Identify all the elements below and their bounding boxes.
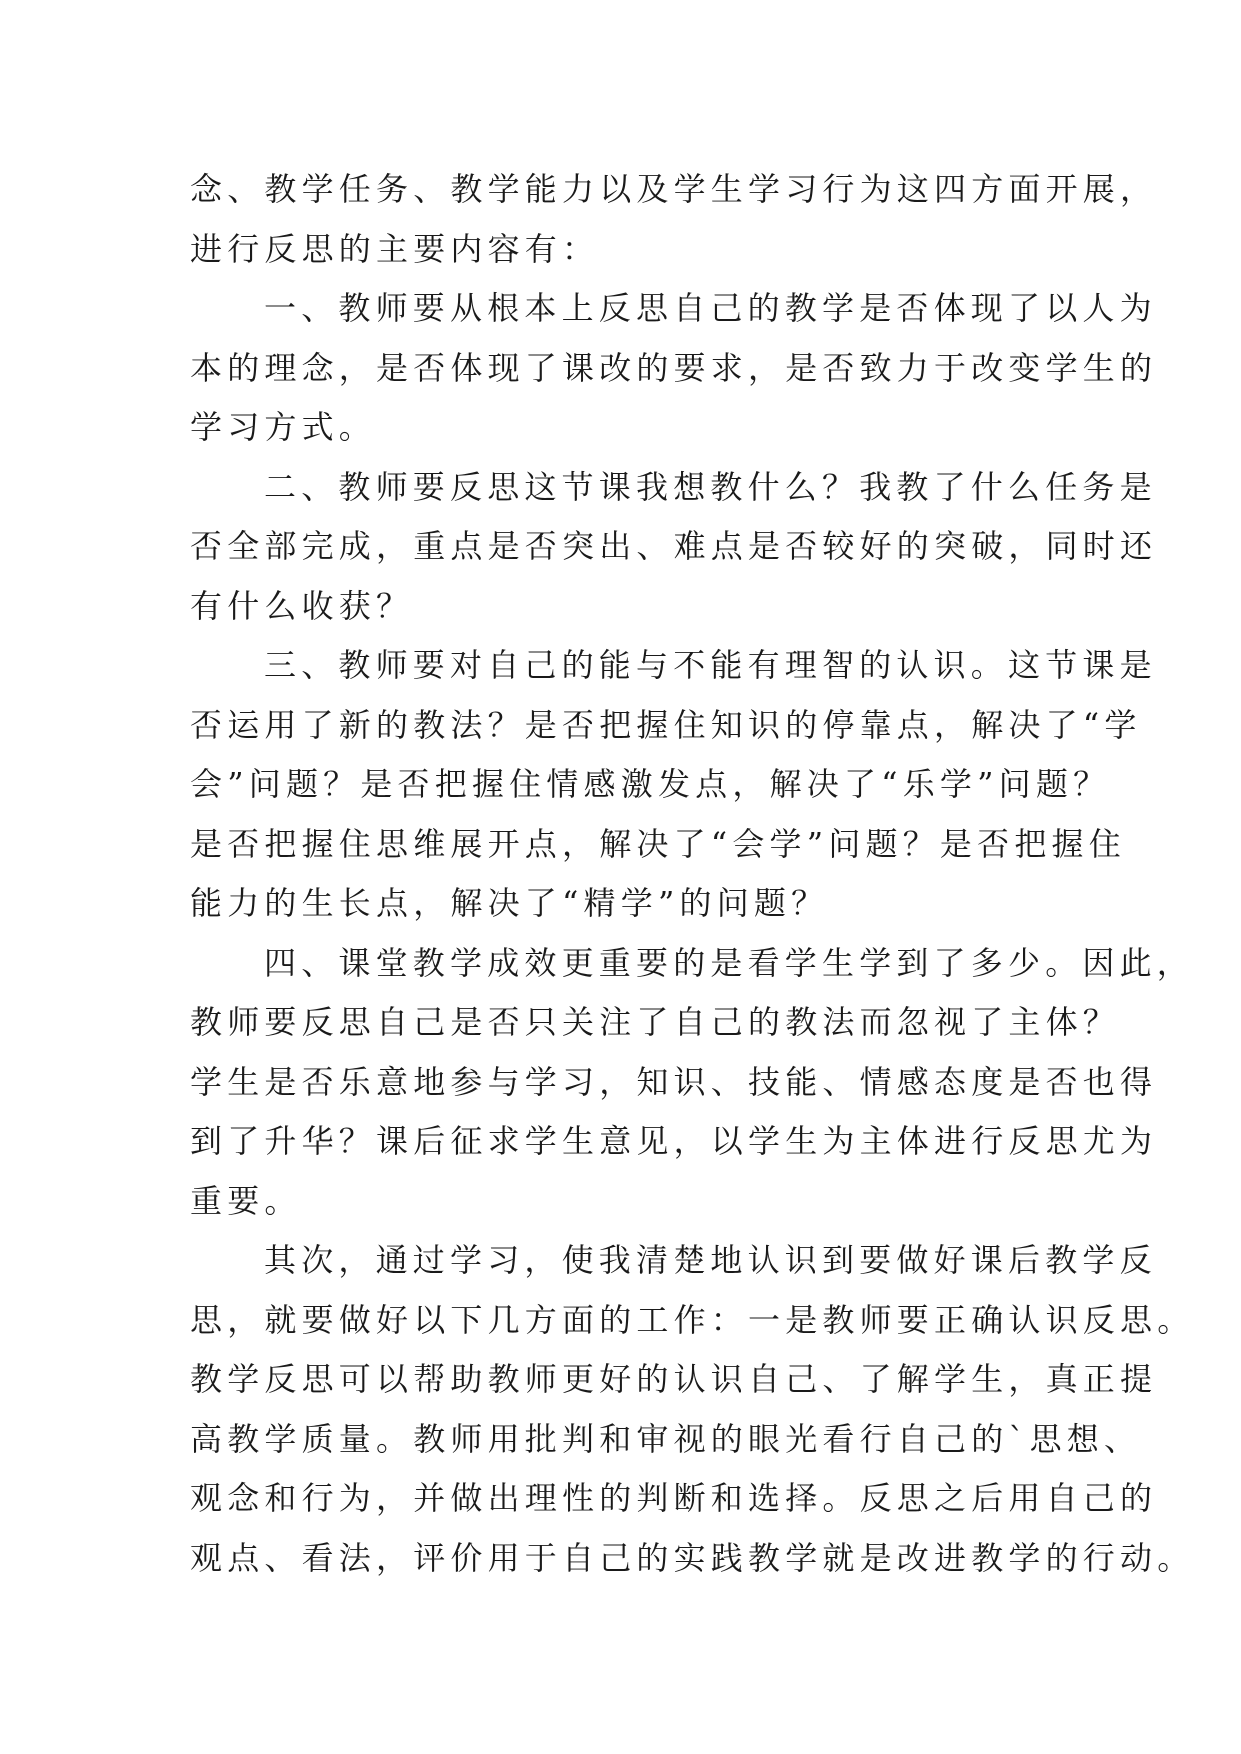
text-line: 教师要反思自己是否只关注了自己的教法而忽视了主体？ xyxy=(190,1003,1121,1041)
text-line: 高教学质量。教师用批判和审视的眼光看行自己的`思想、 xyxy=(190,1419,1142,1458)
text-line: 否全部完成，重点是否突出、难点是否较好的突破，同时还 xyxy=(190,527,1158,565)
text-line: 重要。 xyxy=(190,1181,302,1220)
text-line: 教学反思可以帮助教师更好的认识自己、了解学生，真正提 xyxy=(190,1360,1158,1398)
text-line: 二、教师要反思这节课我想教什么？我教了什么任务是 xyxy=(264,467,1157,506)
text-line: 学生是否乐意地参与学习，知识、技能、情感态度是否也得 xyxy=(190,1062,1158,1101)
text-line: 一、教师要从根本上反思自己的教学是否体现了以人为 xyxy=(264,289,1157,327)
text-line: 进行反思的主要内容有： xyxy=(190,229,600,268)
text-line: 四、课堂教学成效更重要的是看学生学到了多少。因此， xyxy=(264,943,1195,982)
text-line: 本的理念，是否体现了课改的要求，是否致力于改变学生的 xyxy=(190,348,1158,387)
text-line: 能力的生长点，解决了“精学”的问题？ xyxy=(190,884,829,922)
text-line: 观念和行为，并做出理性的判断和选择。反思之后用自己的 xyxy=(190,1479,1158,1517)
text-line: 有什么收获？ xyxy=(190,586,414,625)
text-line: 否运用了新的教法？是否把握住知识的停靠点，解决了“学 xyxy=(190,705,1142,744)
text-line: 是否把握住思维展开点，解决了“会学”问题？是否把握住 xyxy=(190,824,1126,863)
text-line: 学习方式。 xyxy=(190,408,377,446)
text-line: 到了升华？课后征求学生意见，以学生为主体进行反思尤为 xyxy=(190,1122,1158,1160)
text-line: 念、教学任务、教学能力以及学生学习行为这四方面开展， xyxy=(190,170,1158,208)
text-line: 三、教师要对自己的能与不能有理智的认识。这节课是 xyxy=(264,646,1157,684)
text-line: 观点、看法，评价用于自己的实践教学就是改进教学的行动。 xyxy=(190,1538,1195,1577)
document-body xyxy=(190,160,1195,1588)
text-line: 其次，通过学习，使我清楚地认识到要做好课后教学反 xyxy=(264,1241,1157,1279)
text-line: 会”问题？是否把握住情感激发点，解决了“乐学”问题？ xyxy=(190,765,1111,803)
text-line: 思，就要做好以下几方面的工作：一是教师要正确认识反思。 xyxy=(190,1300,1195,1339)
